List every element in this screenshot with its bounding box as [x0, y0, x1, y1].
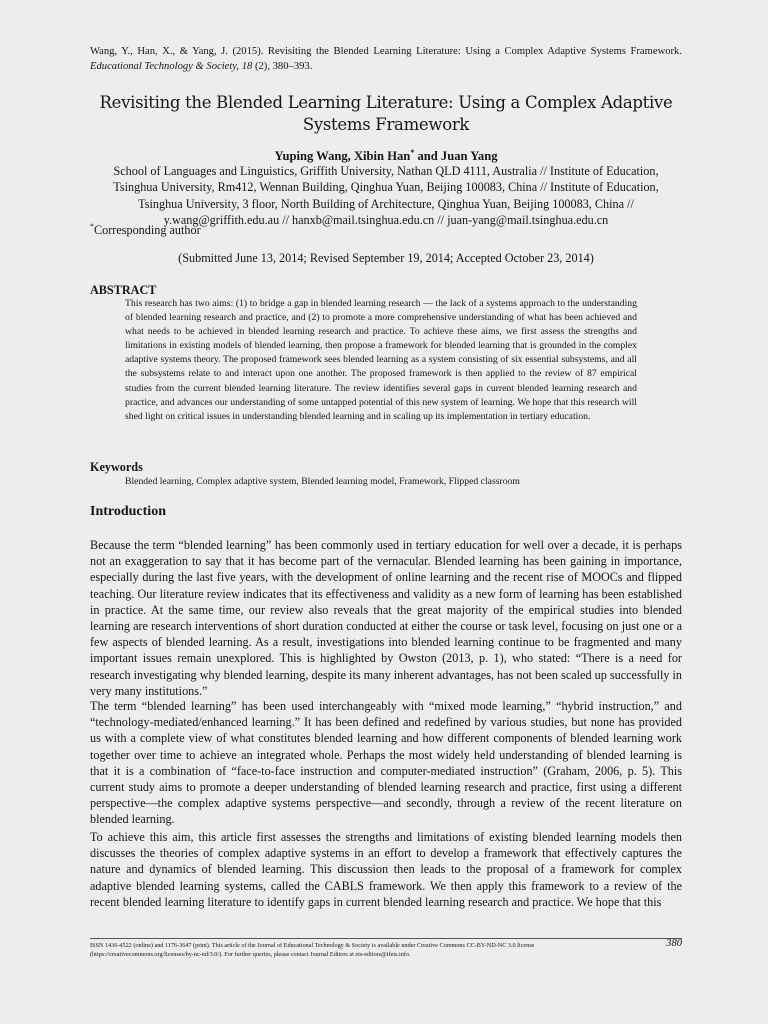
corresponding-note-mark: *	[90, 222, 94, 231]
corresponding-mark: *	[410, 148, 415, 157]
authors-part1: Yuping Wang, Xibin Han	[274, 149, 411, 163]
authors-part2: and Juan Yang	[414, 149, 498, 163]
page-number: 380	[666, 938, 682, 949]
introduction-heading: Introduction	[90, 504, 166, 519]
footer-license: ISSN 1436-4522 (online) and 1176-3647 (print). This article of the Journal of Educational Technology & Society is available under Creative Commons CC-BY-ND-NC 3.0 license (https://creativecommons.org/licenses/by-nc-nd/3.0/). For further queries, please contact Journal Editors at ets-editors@ifets.info.	[90, 942, 535, 958]
citation-header	[90, 44, 682, 74]
corresponding-note-text: Corresponding author	[94, 223, 201, 237]
abstract-text: This research has two aims: (1) to bridge a gap in blended learning research — the lack of a systems approach to the understanding of blended learning research and practice, and (2) to promote a more comprehensive understanding of what has been achieved and what needs to be achieved in blended learning research and practice. To achieve these aims, we first assess the strengths and limitations in existing models of blended learning, then propose a framework for blended learning that is grounded in the complex adaptive systems theory. The proposed framework sees blended learning as a system consisting of six essential subsystems, and all the subsystems relate to and interact upon one another. The proposed framework is then applied to the review of 87 empirical studies from the current blended learning literature. The review identifies several gaps in current blended learning research and practice, and advances our understanding of some untapped potential of this new system of learning. We hope that this research will shed light on critical issues in understanding blended learning and in scaling up its implementation in tertiary education.	[125, 298, 637, 422]
keywords-text: Blended learning, Complex adaptive system, Blended learning model, Framework, Flipped classroom	[125, 476, 520, 487]
affiliations: School of Languages and Linguistics, Griffith University, Nathan QLD 4111, Australia // Institute of Education, Tsinghua University, Rm412, Wennan Building, Qinghua Yuan, Beijing 100083, China // Institute of Education, Tsinghua University, 3 floor, North Building of Architecture, Qinghua Yuan, Beijing 100083, China // y.wang@griffith.edu.au // hanxb@mail.tsinghua.edu.cn // juan-yang@mail.tsinghua.edu.cn	[113, 164, 659, 228]
footer-rule	[90, 938, 682, 939]
citation-rest: (2), 380–393.	[252, 61, 313, 72]
abstract-heading: ABSTRACT	[90, 283, 157, 297]
citation-journal: Educational Technology & Society, 18	[90, 61, 253, 72]
author-list	[90, 148, 682, 164]
paper-title: Revisiting the Blended Learning Literature: Using a Complex Adaptive Systems Framework	[99, 93, 673, 134]
keywords-heading: Keywords	[90, 460, 143, 474]
intro-paragraph-1: Because the term “blended learning” has been commonly used in tertiary education for well over a decade, it is perhaps not an exaggeration to say that it has become part of the vernacular. Blended learning has been gaining in importance, especially during the last five years, with the development of online learning and the recent rise of MOOCs and flipped teaching. Our literature review indicates that its effectiveness and validity as a new form of learning has been established in practice. At the same time, our review also reveals that the great majority of the empirical studies into blended learning are research interventions of short duration conducted at either the course or task level, focusing on just one or a few aspects of blended learning. As a result, investigations into blended learning continue to be fragmented and many important issues remain unexplored. This is highlighted by Owston (2013, p. 1), who stated: “There is a need for research investigating why blended learning, despite its many inherent advantages, has not been scaled up successfully in very many institutions.”	[90, 538, 682, 698]
submission-dates: (Submitted June 13, 2014; Revised September 19, 2014; Accepted October 23, 2014)	[178, 251, 594, 265]
corresponding-note	[90, 222, 682, 238]
citation-text: Wang, Y., Han, X., & Yang, J. (2015). Revisiting the Blended Learning Literature: Using a Complex Adaptive Systems Framework.	[90, 46, 682, 57]
intro-paragraph-2: The term “blended learning” has been used interchangeably with “mixed mode learning,” “hybrid instruction,” and “technology-mediated/enhanced learning.” It has been defined and redefined by various studies, but none has provided us with a complete view of what constitutes blended learning and how different components of blended learning work together over time to achieve an integrated whole. Perhaps the most widely held understanding of blended learning is that it is a combination of “face-to-face instruction and computer-mediated instruction” (Graham, 2006, p. 5). This current study aims to promote a deeper understanding of blended learning research and practice, first using a different perspective—the complex adaptive systems perspective—and secondly, through a review of the recent literature on blended learning.	[90, 699, 682, 827]
intro-paragraph-3: To achieve this aim, this article first assesses the strengths and limitations of existing blended learning models then discusses the theories of complex adaptive systems in an effort to develop a framework that effectively captures the nature and dynamics of blended learning. This discussion then leads to the proposal of a framework for complex adaptive blended learning systems, called the CABLS framework. We then apply this framework to a review of the recent blended learning literature to identify gaps in current blended learning research and practice. We hope that this	[90, 830, 682, 909]
